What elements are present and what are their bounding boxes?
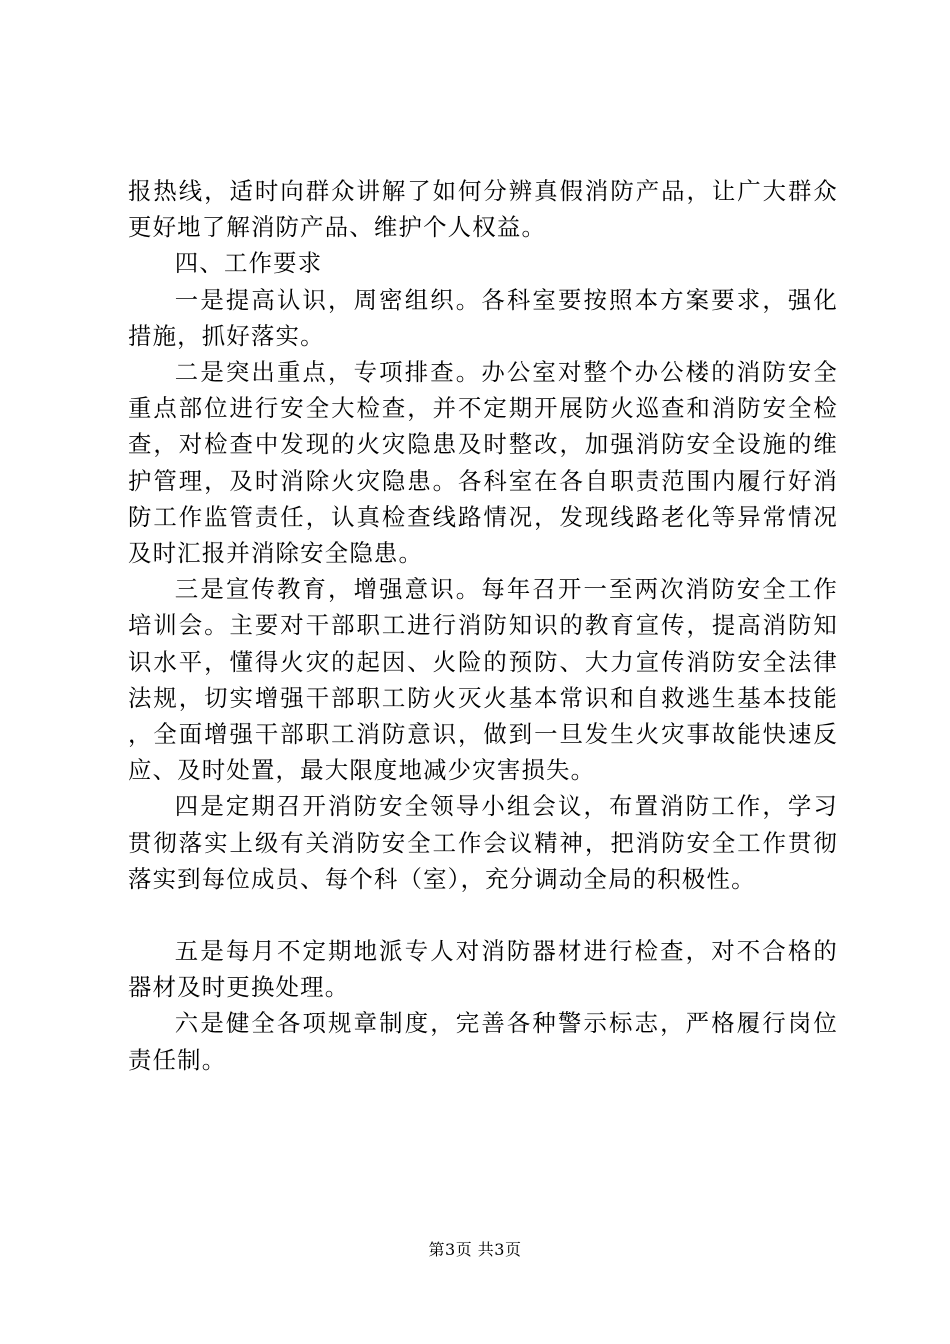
paragraph-requirement-5: 五是每月不定期地派专人对消防器材进行检查，对不合格的器材及时更换处理。 — [128, 937, 838, 1002]
section-heading: 四、工作要求 — [174, 249, 323, 278]
paragraph-requirement-4: 四是定期召开消防安全领导小组会议，布置消防工作，学习贯彻落实上级有关消防安全工作会议精神，把消防安全工作贯彻落实到每位成员、每个科（室），充分调动全局的积极性。 — [128, 792, 838, 893]
paragraph-requirement-6: 六是健全各项规章制度，完善各种警示标志，严格履行岗位责任制。 — [128, 1009, 838, 1074]
document-body — [128, 173, 838, 1078]
paragraph-requirement-1: 一是提高认识，周密组织。各科室要按照本方案要求，强化措施，抓好落实。 — [128, 285, 838, 350]
paragraph-requirement-3: 三是宣传教育，增强意识。每年召开一至两次消防安全工作培训会。主要对干部职工进行消防知识的教育宣传，提高消防知识水平，懂得火灾的起因、火险的预防、大力宣传消防安全法律法规，切实增强干部职工防火灭火基本常识和自救逃生基本技能，全面增强干部职工消防意识，做到一旦发生火灾事故能快速反应、及时处置，最大限度地减少灾害损失。 — [128, 575, 838, 785]
paragraph-continuation: 报热线，适时向群众讲解了如何分辨真假消防产品，让广大群众更好地了解消防产品、维护个人权益。 — [128, 177, 838, 242]
paragraph-requirement-2: 二是突出重点，专项排查。办公室对整个办公楼的消防安全重点部位进行安全大检查，并不定期开展防火巡查和消防安全检查，对检查中发现的火灾隐患及时整改，加强消防安全设施的维护管理，及时消除火灾隐患。各科室在各自职责范围内履行好消防工作监管责任，认真检查线路情况，发现线路老化等异常情况及时汇报并消除安全隐患。 — [128, 358, 838, 568]
page-footer: 第3页 共3页 — [428, 1240, 522, 1259]
paragraph-spacer — [128, 897, 838, 933]
